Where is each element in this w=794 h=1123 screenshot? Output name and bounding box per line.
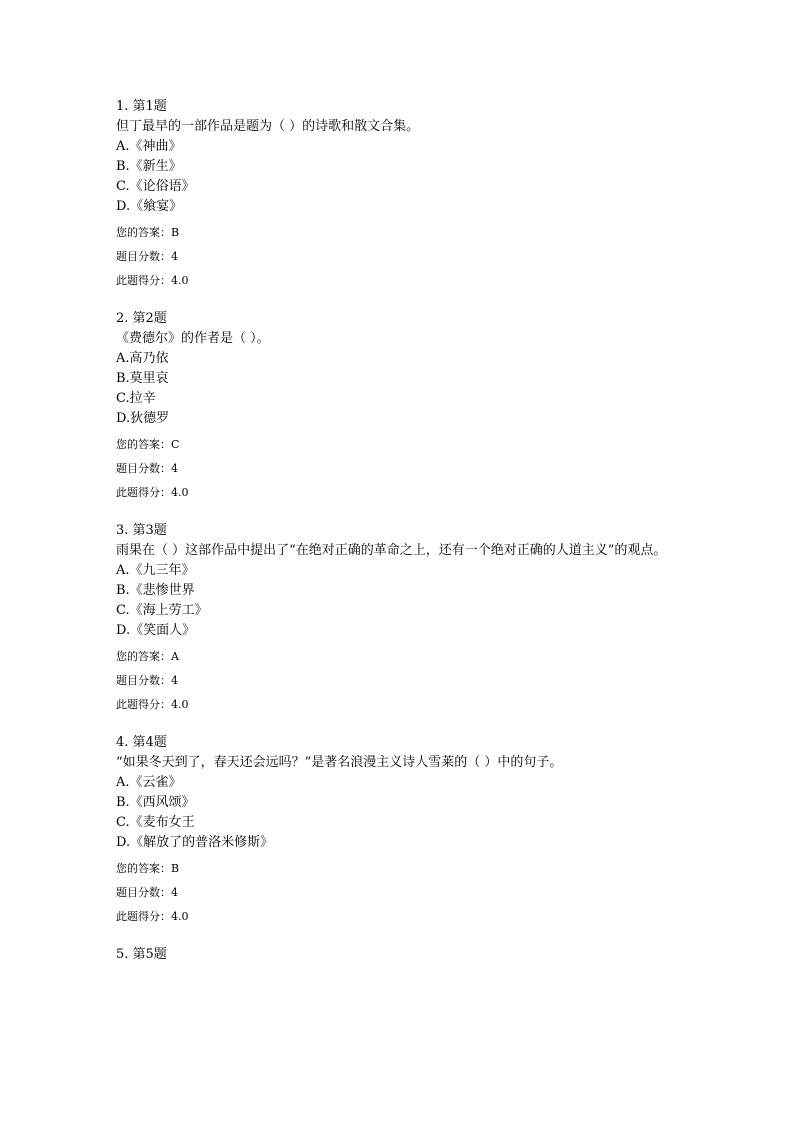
question-3 bbox=[116, 521, 716, 717]
option-b: B.《西风颂》 bbox=[116, 795, 195, 810]
result-info bbox=[116, 857, 716, 929]
question-title: 3. 第3题 bbox=[116, 523, 167, 538]
option-d: D.《笑面人》 bbox=[116, 623, 196, 638]
your-answer: 您的答案：B bbox=[116, 226, 180, 239]
question-stem: 雨果在（ ）这部作品中提出了“在绝对正确的革命之上，还有一个绝对正确的人道主义”的观点。 bbox=[116, 543, 667, 558]
exam-page bbox=[116, 97, 716, 981]
question-2 bbox=[116, 309, 716, 505]
question-score: 题目分数：4 bbox=[116, 250, 178, 263]
option-c: C.《论俗语》 bbox=[116, 179, 195, 194]
score-obtained: 此题得分：4.0 bbox=[116, 910, 189, 923]
question-stem: 但丁最早的一部作品是题为（ ）的诗歌和散文合集。 bbox=[116, 119, 420, 134]
question-title: 1. 第1题 bbox=[116, 99, 167, 114]
question-stem: “如果冬天到了，春天还会远吗？”是著名浪漫主义诗人雪莱的（ ）中的句子。 bbox=[116, 755, 563, 770]
question-title: 4. 第4题 bbox=[116, 735, 167, 750]
option-d: D.《飨宴》 bbox=[116, 199, 183, 214]
your-answer: 您的答案：B bbox=[116, 862, 180, 875]
result-info bbox=[116, 433, 716, 505]
option-d: D.《解放了的普洛米修斯》 bbox=[116, 835, 274, 850]
option-b: B.《新生》 bbox=[116, 159, 182, 174]
option-a: A.高乃依 bbox=[116, 351, 169, 366]
score-obtained: 此题得分：4.0 bbox=[116, 274, 189, 287]
option-a: A.《云雀》 bbox=[116, 775, 182, 790]
option-a: A.《神曲》 bbox=[116, 139, 182, 154]
option-c: C.拉辛 bbox=[116, 391, 156, 406]
question-4 bbox=[116, 733, 716, 929]
option-a: A.《九三年》 bbox=[116, 563, 195, 578]
question-title: 5. 第5题 bbox=[116, 947, 167, 962]
option-c: C.《麦布女王 bbox=[116, 815, 195, 830]
question-score: 题目分数：4 bbox=[116, 674, 178, 687]
option-c: C.《海上劳工》 bbox=[116, 603, 208, 618]
question-stem: 《费德尔》的作者是（ ）。 bbox=[116, 331, 270, 346]
option-d: D.狄德罗 bbox=[116, 411, 170, 426]
result-info bbox=[116, 221, 716, 293]
question-1 bbox=[116, 97, 716, 293]
score-obtained: 此题得分：4.0 bbox=[116, 698, 189, 711]
question-5 bbox=[116, 945, 716, 965]
score-obtained: 此题得分：4.0 bbox=[116, 486, 189, 499]
question-score: 题目分数：4 bbox=[116, 886, 178, 899]
result-info bbox=[116, 645, 716, 717]
question-score: 题目分数：4 bbox=[116, 462, 178, 475]
question-title: 2. 第2题 bbox=[116, 311, 167, 326]
your-answer: 您的答案：C bbox=[116, 438, 180, 451]
option-b: B.莫里哀 bbox=[116, 371, 169, 386]
your-answer: 您的答案：A bbox=[116, 650, 179, 663]
option-b: B.《悲惨世界 bbox=[116, 583, 195, 598]
